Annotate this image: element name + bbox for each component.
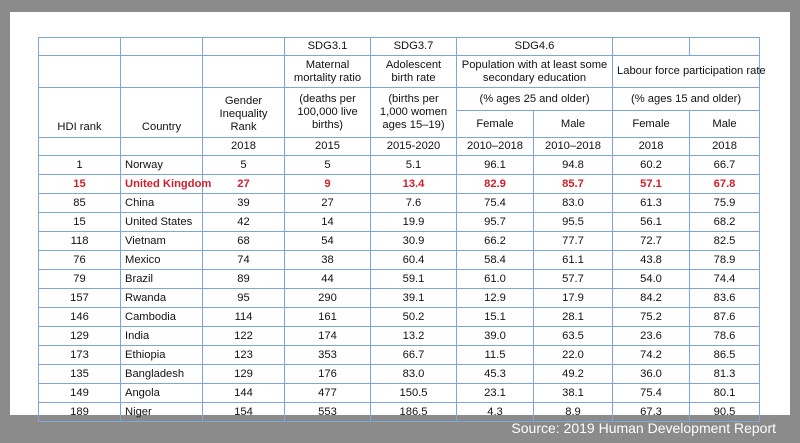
- country-cell: Rwanda: [121, 289, 203, 308]
- hdi-rank-cell: 118: [39, 232, 121, 251]
- header-female: Female: [613, 111, 690, 138]
- header-labour-unit: (% ages 15 and older): [613, 88, 760, 111]
- adolescent-birth-cell: 66.7: [371, 346, 457, 365]
- labour-male-cell: 86.5: [690, 346, 760, 365]
- header-year: 2015-2020: [371, 138, 457, 156]
- edu-female-cell: 82.9: [457, 175, 534, 194]
- header-sdg46: SDG4.6: [457, 38, 613, 56]
- maternal-mortality-cell: 290: [285, 289, 371, 308]
- header-secondary-unit: (% ages 25 and older): [457, 88, 613, 111]
- hdi-rank-cell: 157: [39, 289, 121, 308]
- edu-female-cell: 66.2: [457, 232, 534, 251]
- header-maternal: Maternal mortality ratio: [285, 56, 371, 88]
- hdi-rank-cell: 1: [39, 156, 121, 175]
- header-sdg37: SDG3.7: [371, 38, 457, 56]
- labour-female-cell: 43.8: [613, 251, 690, 270]
- document-sheet: [10, 12, 790, 418]
- labour-male-cell: 74.4: [690, 270, 760, 289]
- header-male: Male: [534, 111, 613, 138]
- gii-rank-cell: 68: [203, 232, 285, 251]
- country-cell: Angola: [121, 384, 203, 403]
- gii-rank-cell: 27: [203, 175, 285, 194]
- labour-female-cell: 54.0: [613, 270, 690, 289]
- gii-rank-cell: 154: [203, 403, 285, 422]
- country-cell: Niger: [121, 403, 203, 422]
- edu-female-cell: 45.3: [457, 365, 534, 384]
- maternal-mortality-cell: 353: [285, 346, 371, 365]
- header-row-sdg: [39, 38, 760, 56]
- source-note: Source: 2019 Human Development Report: [511, 420, 776, 436]
- gii-rank-cell: 42: [203, 213, 285, 232]
- labour-male-cell: 67.8: [690, 175, 760, 194]
- gii-rank-cell: 144: [203, 384, 285, 403]
- header-cell-empty: [690, 38, 760, 56]
- edu-female-cell: 58.4: [457, 251, 534, 270]
- maternal-mortality-cell: 174: [285, 327, 371, 346]
- header-cell-empty: [203, 56, 285, 88]
- adolescent-birth-cell: 7.6: [371, 194, 457, 213]
- edu-male-cell: 77.7: [534, 232, 613, 251]
- header-cell-empty: [203, 38, 285, 56]
- table-row: [39, 327, 760, 346]
- header-female: Female: [457, 111, 534, 138]
- header-year: 2015: [285, 138, 371, 156]
- adolescent-birth-cell: 150.5: [371, 384, 457, 403]
- country-cell: Bangladesh: [121, 365, 203, 384]
- adolescent-birth-cell: 13.4: [371, 175, 457, 194]
- adolescent-birth-cell: 60.4: [371, 251, 457, 270]
- hdi-rank-cell: 129: [39, 327, 121, 346]
- maternal-mortality-cell: 44: [285, 270, 371, 289]
- labour-female-cell: 60.2: [613, 156, 690, 175]
- maternal-mortality-cell: 27: [285, 194, 371, 213]
- country-cell: Mexico: [121, 251, 203, 270]
- country-cell: Cambodia: [121, 308, 203, 327]
- header-cell-empty: [39, 56, 121, 88]
- header-year: 2018: [613, 138, 690, 156]
- labour-female-cell: 61.3: [613, 194, 690, 213]
- hdi-rank-header: HDI rank: [39, 88, 121, 138]
- adolescent-birth-cell: 50.2: [371, 308, 457, 327]
- labour-female-cell: 57.1: [613, 175, 690, 194]
- labour-female-cell: 75.4: [613, 384, 690, 403]
- labour-male-cell: 81.3: [690, 365, 760, 384]
- labour-male-cell: 82.5: [690, 232, 760, 251]
- table-row: [39, 289, 760, 308]
- edu-female-cell: 95.7: [457, 213, 534, 232]
- country-cell: Ethiopia: [121, 346, 203, 365]
- country-cell: Vietnam: [121, 232, 203, 251]
- labour-male-cell: 78.9: [690, 251, 760, 270]
- labour-male-cell: 75.9: [690, 194, 760, 213]
- labour-male-cell: 87.6: [690, 308, 760, 327]
- adolescent-birth-cell: 39.1: [371, 289, 457, 308]
- hdi-rank-cell: 79: [39, 270, 121, 289]
- header-row-years: [39, 138, 760, 156]
- adolescent-birth-cell: 19.9: [371, 213, 457, 232]
- hdi-rank-cell: 15: [39, 213, 121, 232]
- hdi-rank-cell: 146: [39, 308, 121, 327]
- edu-male-cell: 28.1: [534, 308, 613, 327]
- adolescent-birth-cell: 30.9: [371, 232, 457, 251]
- country-header: Country: [121, 88, 203, 138]
- labour-female-cell: 74.2: [613, 346, 690, 365]
- header-secondary: Population with at least some secondary education: [457, 56, 613, 88]
- edu-male-cell: 85.7: [534, 175, 613, 194]
- labour-female-cell: 56.1: [613, 213, 690, 232]
- header-male: Male: [690, 111, 760, 138]
- table-body: [39, 156, 760, 422]
- edu-female-cell: 96.1: [457, 156, 534, 175]
- edu-male-cell: 38.1: [534, 384, 613, 403]
- maternal-mortality-cell: 5: [285, 156, 371, 175]
- gii-rank-cell: 122: [203, 327, 285, 346]
- hdi-rank-cell: 135: [39, 365, 121, 384]
- table-row: [39, 308, 760, 327]
- table-row: [39, 365, 760, 384]
- table-row: [39, 403, 760, 422]
- edu-male-cell: 95.5: [534, 213, 613, 232]
- edu-female-cell: 23.1: [457, 384, 534, 403]
- maternal-mortality-cell: 9: [285, 175, 371, 194]
- header-year: 2018: [690, 138, 760, 156]
- hdi-table: [38, 37, 766, 422]
- gii-rank-cell: 5: [203, 156, 285, 175]
- header-cell-empty: [121, 138, 203, 156]
- hdi-rank-cell: 149: [39, 384, 121, 403]
- labour-male-cell: 90.5: [690, 403, 760, 422]
- header-cell-empty: [613, 38, 690, 56]
- labour-male-cell: 83.6: [690, 289, 760, 308]
- header-adolescent-unit: (births per 1,000 women ages 15–19): [371, 88, 457, 138]
- edu-female-cell: 75.4: [457, 194, 534, 213]
- gii-rank-cell: 129: [203, 365, 285, 384]
- country-cell: Norway: [121, 156, 203, 175]
- hdi-rank-cell: 173: [39, 346, 121, 365]
- header-cell-empty: [121, 38, 203, 56]
- maternal-mortality-cell: 477: [285, 384, 371, 403]
- maternal-mortality-cell: 14: [285, 213, 371, 232]
- header-cell-empty: [39, 38, 121, 56]
- header-sdg31: SDG3.1: [285, 38, 371, 56]
- edu-male-cell: 57.7: [534, 270, 613, 289]
- country-cell: Brazil: [121, 270, 203, 289]
- table-row: [39, 232, 760, 251]
- country-cell: China: [121, 194, 203, 213]
- hdi-rank-cell: 15: [39, 175, 121, 194]
- maternal-mortality-cell: 38: [285, 251, 371, 270]
- edu-female-cell: 12.9: [457, 289, 534, 308]
- header-adolescent: Adolescent birth rate: [371, 56, 457, 88]
- table-row: [39, 213, 760, 232]
- adolescent-birth-cell: 59.1: [371, 270, 457, 289]
- header-year: 2010–2018: [457, 138, 534, 156]
- labour-female-cell: 36.0: [613, 365, 690, 384]
- edu-male-cell: 17.9: [534, 289, 613, 308]
- edu-male-cell: 8.9: [534, 403, 613, 422]
- edu-female-cell: 61.0: [457, 270, 534, 289]
- gii-rank-cell: 39: [203, 194, 285, 213]
- adolescent-birth-cell: 186.5: [371, 403, 457, 422]
- labour-female-cell: 84.2: [613, 289, 690, 308]
- labour-female-cell: 67.3: [613, 403, 690, 422]
- header-cell-empty: [121, 56, 203, 88]
- hdi-rank-cell: 76: [39, 251, 121, 270]
- labour-male-cell: 78.6: [690, 327, 760, 346]
- edu-male-cell: 22.0: [534, 346, 613, 365]
- header-year: 2018: [203, 138, 285, 156]
- gii-rank-cell: 95: [203, 289, 285, 308]
- adolescent-birth-cell: 13.2: [371, 327, 457, 346]
- gii-rank-cell: 114: [203, 308, 285, 327]
- header-row-units: [39, 88, 760, 111]
- gii-rank-cell: 123: [203, 346, 285, 365]
- maternal-mortality-cell: 176: [285, 365, 371, 384]
- country-cell: United States: [121, 213, 203, 232]
- table-row-highlighted: [39, 175, 760, 194]
- maternal-mortality-cell: 54: [285, 232, 371, 251]
- hdi-rank-cell: 85: [39, 194, 121, 213]
- edu-female-cell: 11.5: [457, 346, 534, 365]
- hdi-rank-cell: 189: [39, 403, 121, 422]
- table-row: [39, 346, 760, 365]
- table-row: [39, 156, 760, 175]
- edu-male-cell: 49.2: [534, 365, 613, 384]
- header-row-indicator: [39, 56, 760, 88]
- edu-male-cell: 61.1: [534, 251, 613, 270]
- labour-female-cell: 72.7: [613, 232, 690, 251]
- header-labour: Labour force participation rate: [613, 56, 760, 88]
- maternal-mortality-cell: 161: [285, 308, 371, 327]
- edu-female-cell: 15.1: [457, 308, 534, 327]
- table-row: [39, 384, 760, 403]
- table-row: [39, 270, 760, 289]
- table-row: [39, 194, 760, 213]
- adolescent-birth-cell: 5.1: [371, 156, 457, 175]
- labour-male-cell: 66.7: [690, 156, 760, 175]
- table-row: [39, 251, 760, 270]
- header-year: 2010–2018: [534, 138, 613, 156]
- header-cell-empty: [39, 138, 121, 156]
- labour-female-cell: 75.2: [613, 308, 690, 327]
- edu-female-cell: 39.0: [457, 327, 534, 346]
- gii-header: Gender Inequality Rank: [203, 88, 285, 138]
- header-maternal-unit: (deaths per 100,000 live births): [285, 88, 371, 138]
- adolescent-birth-cell: 83.0: [371, 365, 457, 384]
- gii-rank-cell: 74: [203, 251, 285, 270]
- country-cell: United Kingdom: [121, 175, 203, 194]
- labour-female-cell: 23.6: [613, 327, 690, 346]
- edu-male-cell: 94.8: [534, 156, 613, 175]
- edu-female-cell: 4.3: [457, 403, 534, 422]
- gii-rank-cell: 89: [203, 270, 285, 289]
- edu-male-cell: 83.0: [534, 194, 613, 213]
- labour-male-cell: 68.2: [690, 213, 760, 232]
- labour-male-cell: 80.1: [690, 384, 760, 403]
- edu-male-cell: 63.5: [534, 327, 613, 346]
- country-cell: India: [121, 327, 203, 346]
- maternal-mortality-cell: 553: [285, 403, 371, 422]
